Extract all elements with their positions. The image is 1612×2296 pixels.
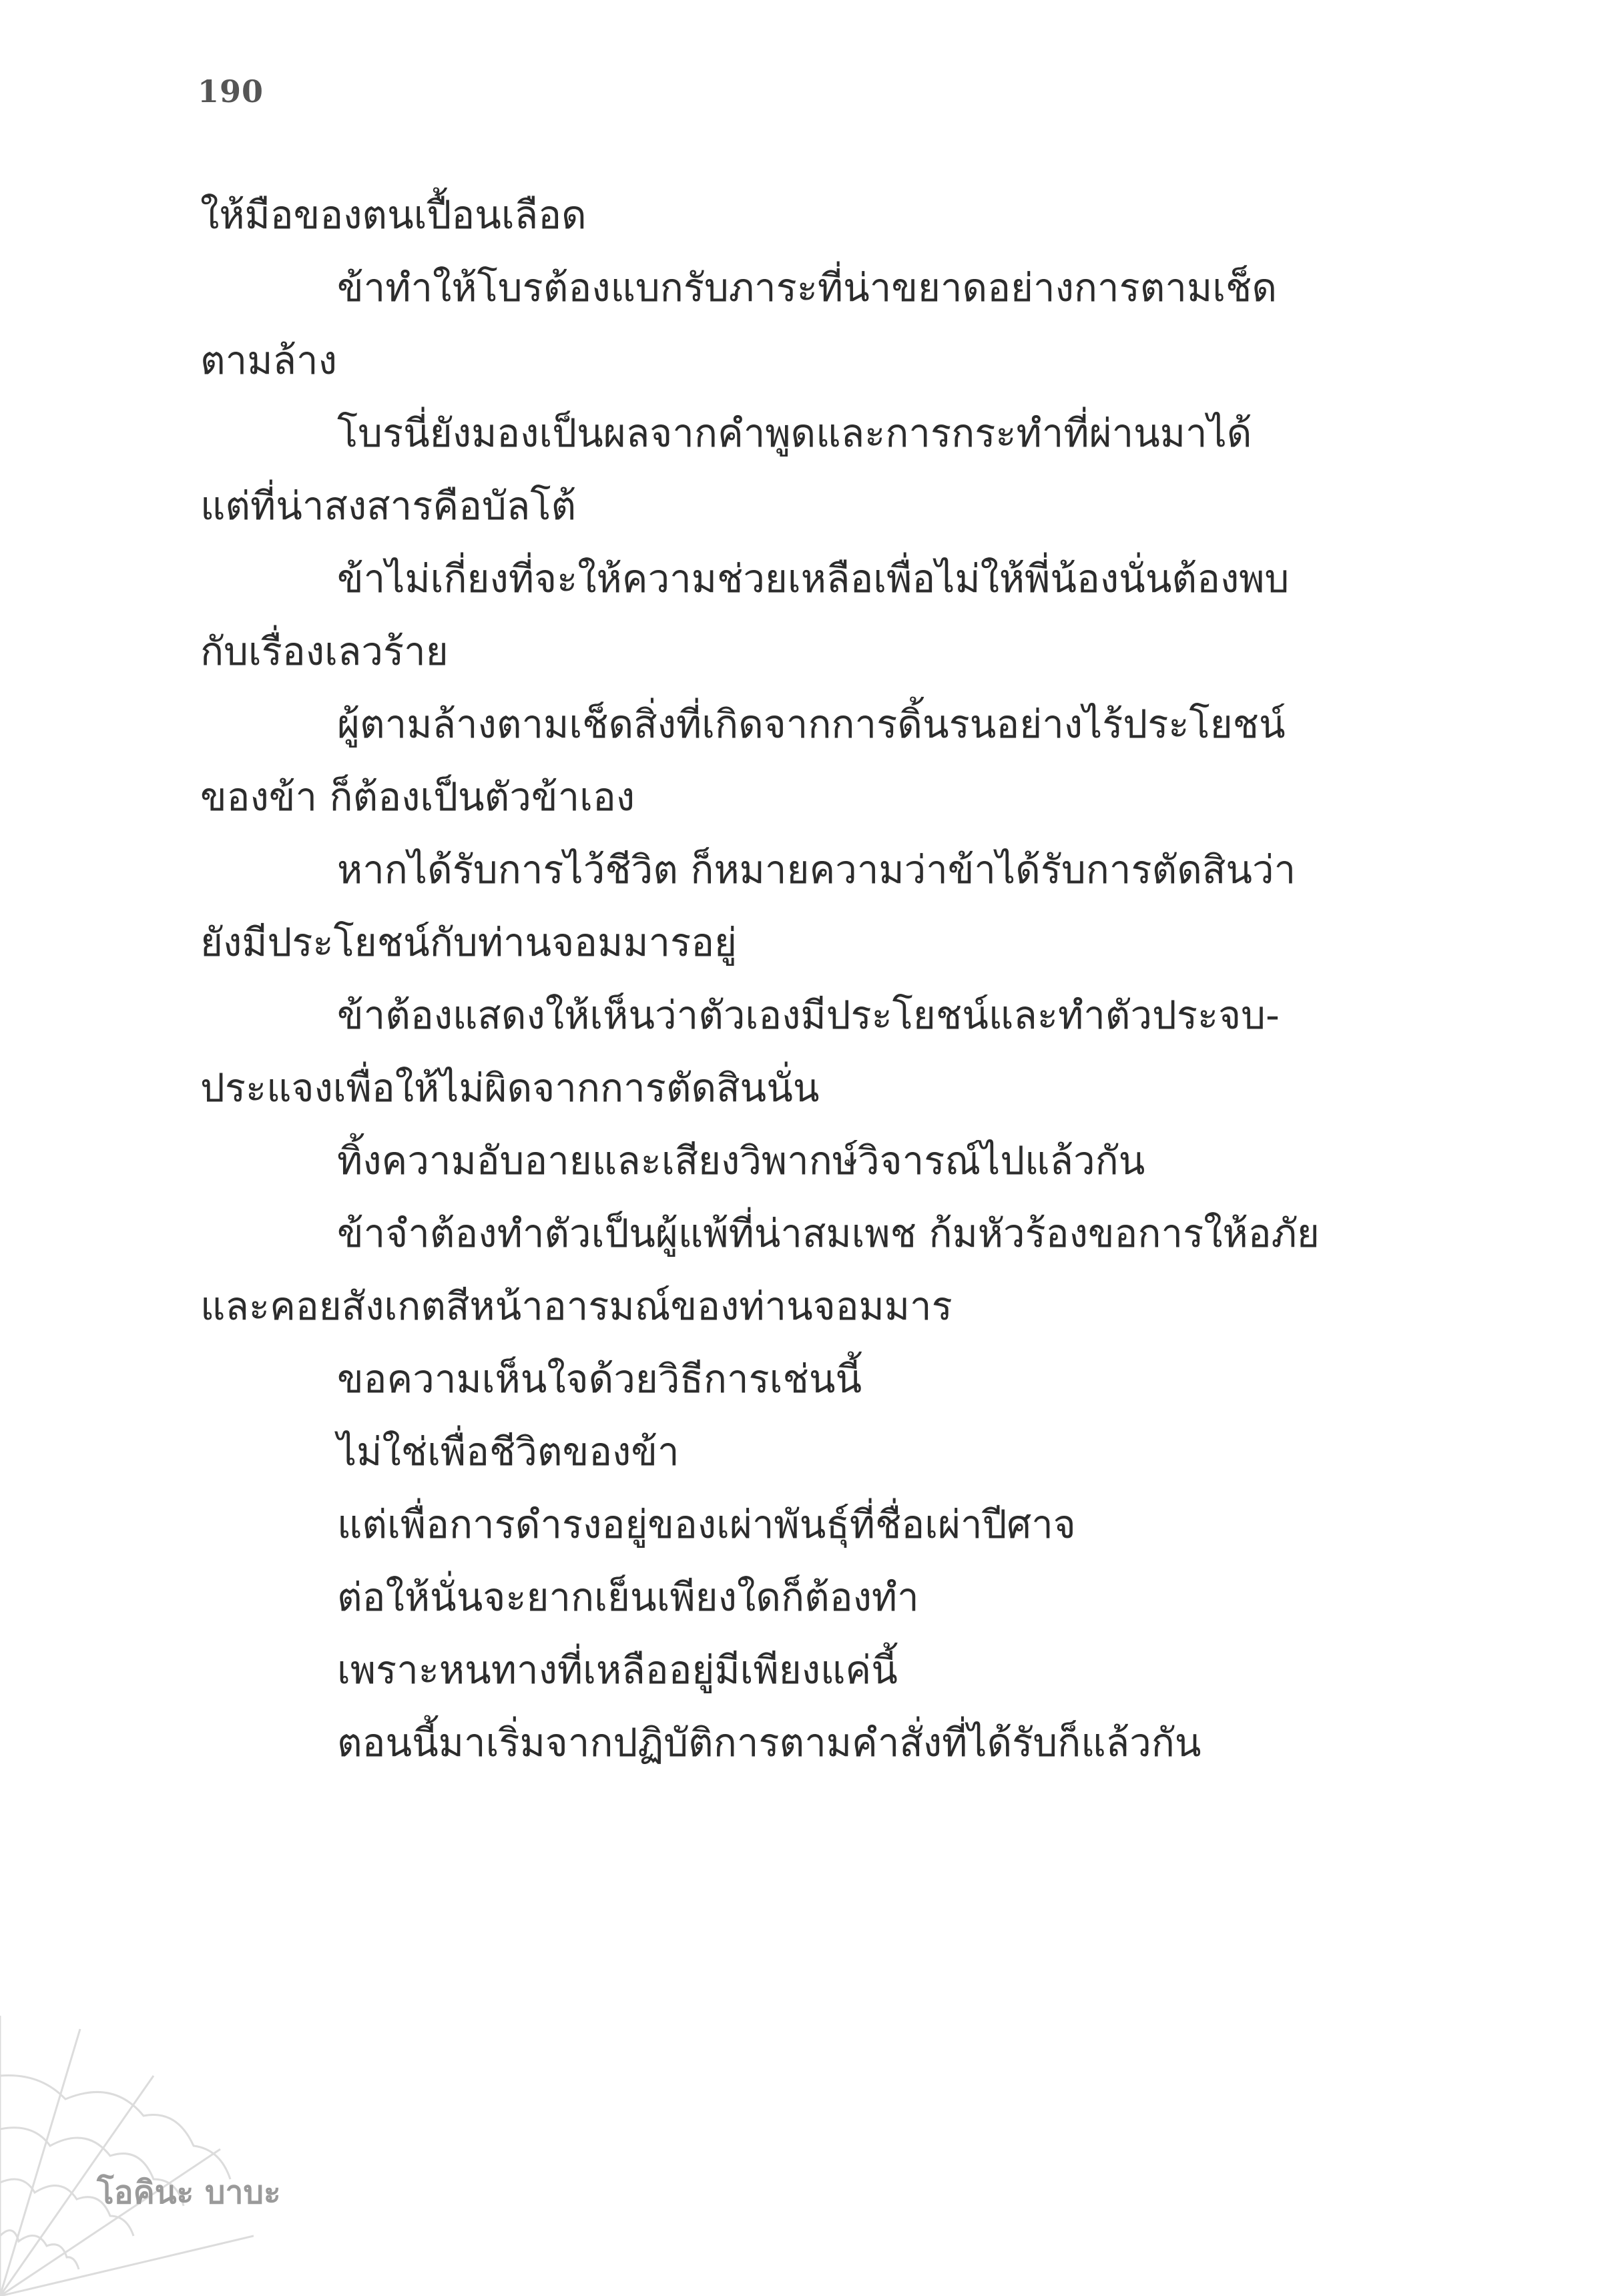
body-text: [200, 179, 1412, 1779]
text-line: ข้าทำให้โบรต้องแบกรับภาระที่น่าขยาดอย่างการตามเช็ด: [337, 265, 1278, 310]
page-number: 190: [198, 73, 264, 109]
text-line: ข้าจำต้องทำตัวเป็นผู้แพ้ที่น่าสมเพช ก้มหัวร้องขอการให้อภัย: [337, 1211, 1320, 1256]
text-line: แต่ที่น่าสงสารคือบัลโต้: [200, 483, 577, 529]
text-line: ข้าต้องแสดงให้เห็นว่าตัวเองมีประโยชน์และทำตัวประจบ-: [337, 992, 1280, 1038]
text-line: โบรนี่ยังมองเป็นผลจากคำพูดและการกระทำที่ผ่านมาได้: [337, 410, 1252, 456]
text-line: ตามล้าง: [200, 338, 337, 383]
text-line: ของข้า ก็ต้องเป็นตัวข้าเอง: [200, 774, 635, 820]
text-line: ขอความเห็นใจด้วยวิธีการเช่นนี้: [337, 1356, 862, 1402]
text-line: แต่เพื่อการดำรงอยู่ของเผ่าพันธุ์ที่ชื่อเผ่าปีศาจ: [337, 1502, 1076, 1547]
spider-web-decoration: [0, 2016, 254, 2296]
text-line: เพราะหนทางที่เหลืออยู่มีเพียงแค่นี้: [337, 1647, 898, 1693]
text-line: กับเรื่องเลวร้าย: [200, 629, 449, 674]
text-line: ไม่ใช่เพื่อชีวิตของข้า: [337, 1429, 680, 1474]
text-line: ตอนนี้มาเริ่มจากปฏิบัติการตามคำสั่งที่ได้รับก็แล้วกัน: [337, 1720, 1201, 1765]
text-line: ทิ้งความอับอายและเสียงวิพากษ์วิจารณ์ไปแล้วกัน: [337, 1138, 1145, 1183]
text-line: ให้มือของตนเปื้อนเลือด: [200, 192, 587, 238]
author-name: โอคินะ บาบะ: [97, 2174, 281, 2211]
text-line: ยังมีประโยชน์กับท่านจอมมารอยู่: [200, 920, 738, 965]
text-line: ประแจงเพื่อให้ไม่ผิดจากการตัดสินนั่น: [200, 1065, 820, 1111]
text-line: และคอยสังเกตสีหน้าอารมณ์ของท่านจอมมาร: [200, 1283, 953, 1329]
text-line: ต่อให้นั่นจะยากเย็นเพียงใดก็ต้องทำ: [337, 1574, 919, 1620]
text-line: ข้าไม่เกี่ยงที่จะให้ความช่วยเหลือเพื่อไม่ให้พี่น้องนั่นต้องพบ: [337, 556, 1290, 601]
text-line: หากได้รับการไว้ชีวิต ก็หมายความว่าข้าได้รับการตัดสินว่า: [337, 847, 1296, 892]
text-line: ผู้ตามล้างตามเช็ดสิ่งที่เกิดจากการดิ้นรนอย่างไร้ประโยชน์: [337, 701, 1286, 747]
